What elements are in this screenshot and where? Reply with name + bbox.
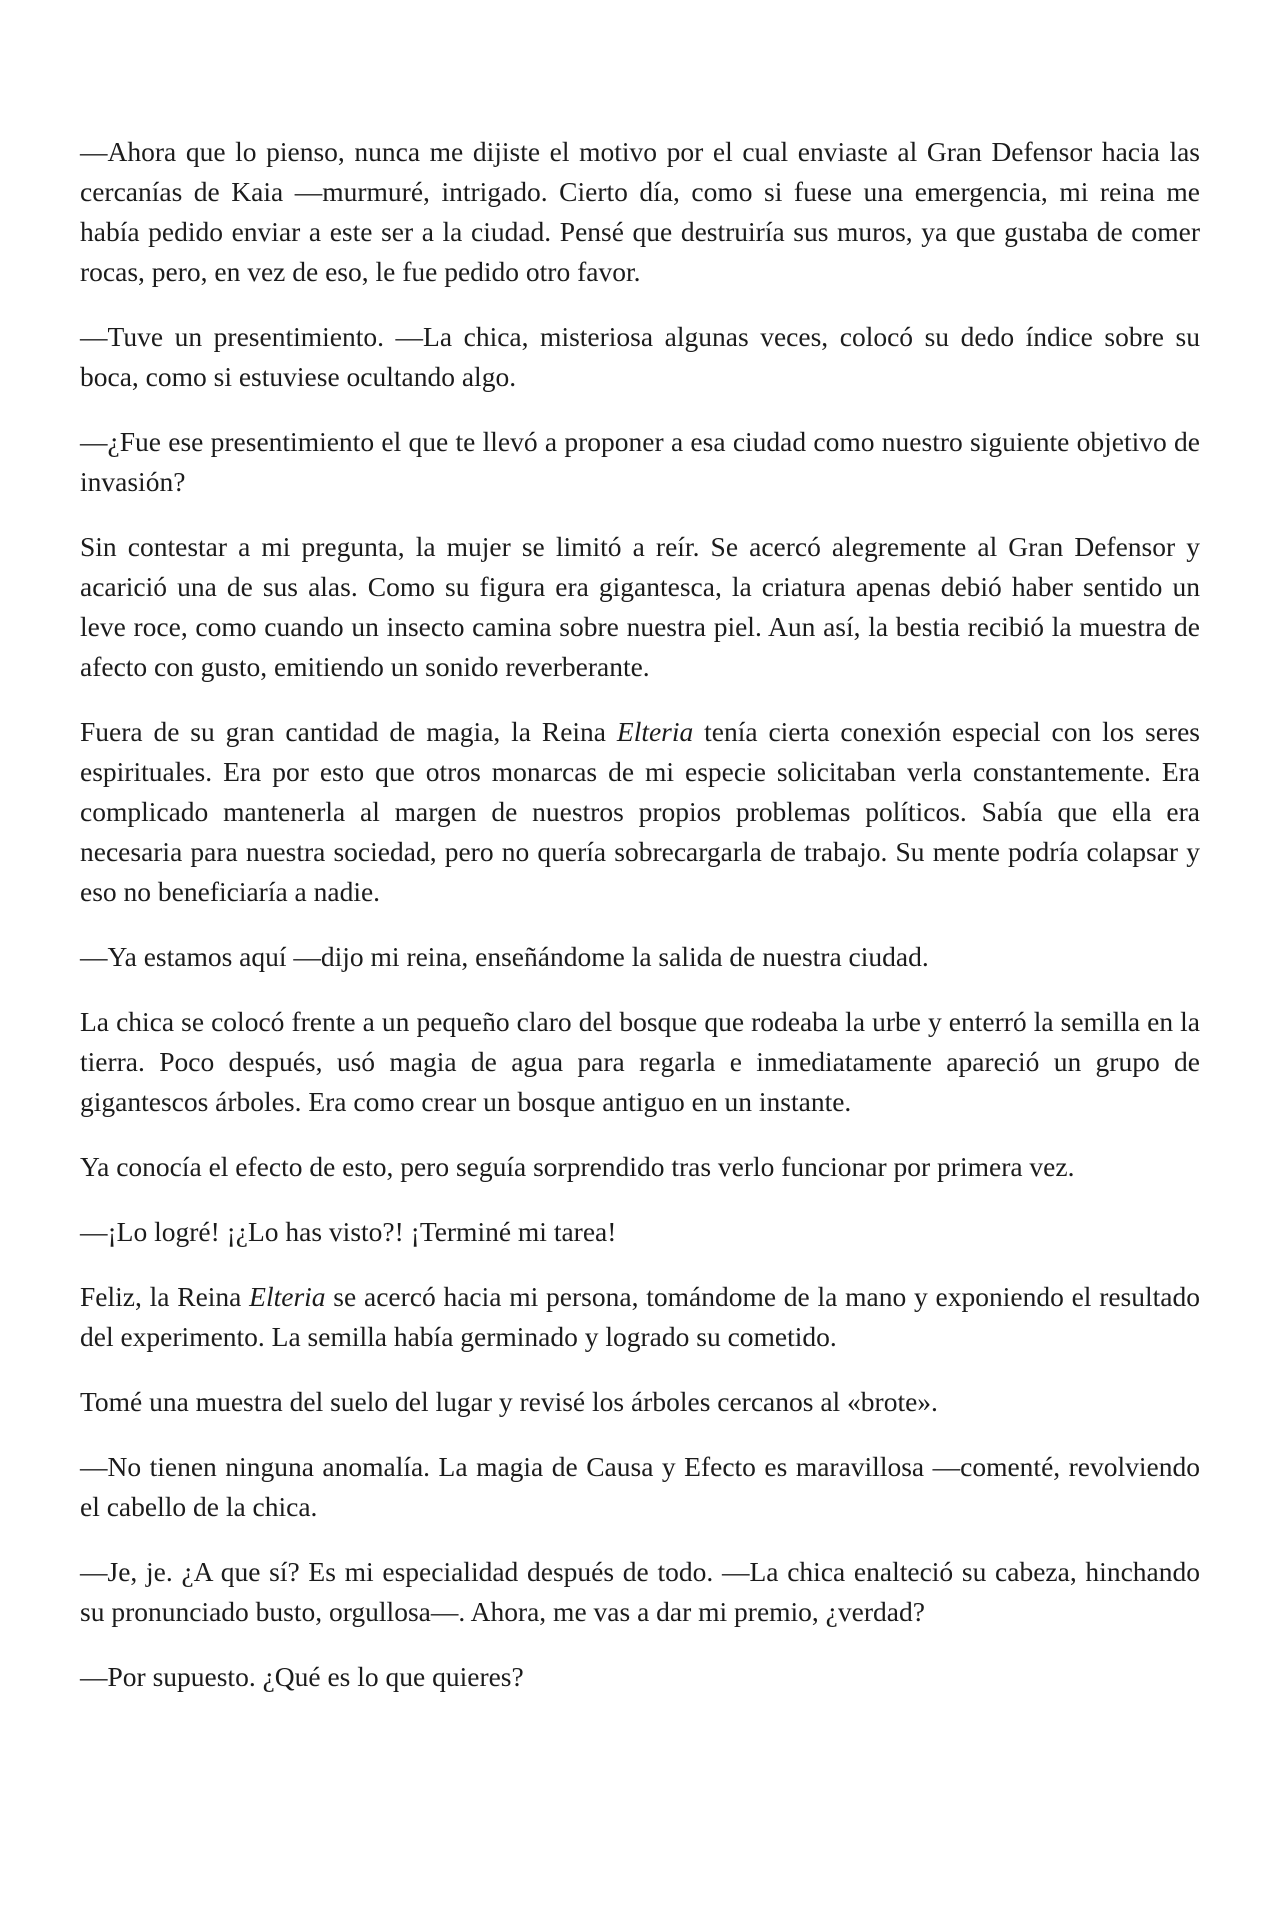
paragraph-12 bbox=[80, 1447, 1200, 1527]
paragraph-text: —Ya estamos aquí —dijo mi reina, enseñándome la salida de nuestra ciudad. bbox=[80, 941, 929, 972]
paragraph-text: tenía cierta conexión especial con los seres espirituales. Era por esto que otros monarcas de mi especie solicitaban verla constantemente. Era complicado mantenerla al margen de nuestros propios problemas políticos. Sabía que ella era necesaria para nuestra sociedad, pero no quería sobrecargarla de trabajo. Su mente podría colapsar y eso no beneficiaría a nadie. bbox=[80, 716, 1200, 907]
paragraph-text: La chica se colocó frente a un pequeño claro del bosque que rodeaba la urbe y enterró la semilla en la tierra. Poco después, usó magia de agua para regarla e inmediatamente apareció un grupo de gigantescos árboles. Era como crear un bosque antiguo en un instante. bbox=[80, 1006, 1200, 1117]
paragraph-11 bbox=[80, 1382, 1200, 1422]
paragraph-5 bbox=[80, 712, 1200, 912]
paragraph-9 bbox=[80, 1212, 1200, 1252]
paragraph-2 bbox=[80, 317, 1200, 397]
paragraph-text: —Tuve un presentimiento. —La chica, misteriosa algunas veces, colocó su dedo índice sobre su boca, como si estuviese ocultando algo. bbox=[80, 321, 1200, 392]
paragraph-text: Tomé una muestra del suelo del lugar y revisé los árboles cercanos al «brote». bbox=[80, 1386, 938, 1417]
paragraph-text: se acercó hacia mi persona, tomándome de la mano y exponiendo el resultado del experimento. La semilla había germinado y logrado su cometido. bbox=[80, 1281, 1200, 1352]
paragraph-text: Fuera de su gran cantidad de magia, la Reina bbox=[80, 716, 617, 747]
paragraph-6 bbox=[80, 937, 1200, 977]
paragraph-3 bbox=[80, 422, 1200, 502]
paragraph-4 bbox=[80, 527, 1200, 687]
paragraph-10 bbox=[80, 1277, 1200, 1357]
paragraph-text: —No tienen ninguna anomalía. La magia de Causa y Efecto es maravillosa —comenté, revolviendo el cabello de la chica. bbox=[80, 1451, 1200, 1522]
paragraph-13 bbox=[80, 1552, 1200, 1632]
character-name-italic: Elteria bbox=[616, 716, 694, 747]
paragraph-text: —Je, je. ¿A que sí? Es mi especialidad después de todo. —La chica enalteció su cabeza, hinchando su pronunciado busto, orgullosa—. Ahora, me vas a dar mi premio, ¿verdad? bbox=[80, 1556, 1200, 1627]
paragraph-text: —Por supuesto. ¿Qué es lo que quieres? bbox=[80, 1661, 524, 1692]
paragraph-1 bbox=[80, 132, 1200, 292]
paragraph-text: —¿Fue ese presentimiento el que te llevó a proponer a esa ciudad como nuestro siguiente objetivo de invasión? bbox=[80, 426, 1200, 497]
document-page bbox=[80, 132, 1200, 1722]
paragraph-text: —¡Lo logré! ¡¿Lo has visto?! ¡Terminé mi tarea! bbox=[80, 1216, 617, 1247]
paragraph-7 bbox=[80, 1002, 1200, 1122]
paragraph-8 bbox=[80, 1147, 1200, 1187]
paragraph-text: Ya conocía el efecto de esto, pero seguía sorprendido tras verlo funcionar por primera vez. bbox=[80, 1151, 1075, 1182]
paragraph-text: —Ahora que lo pienso, nunca me dijiste el motivo por el cual enviaste al Gran Defensor hacia las cercanías de Kaia —murmuré, intrigado. Cierto día, como si fuese una emergencia, mi reina me había pedido enviar a este ser a la ciudad. Pensé que destruiría sus muros, ya que gustaba de comer rocas, pero, en vez de eso, le fue pedido otro favor. bbox=[80, 136, 1200, 287]
paragraph-text: Feliz, la Reina bbox=[80, 1281, 250, 1312]
paragraph-14 bbox=[80, 1657, 1200, 1697]
character-name-italic: Elteria bbox=[249, 1281, 326, 1312]
paragraph-text: Sin contestar a mi pregunta, la mujer se limitó a reír. Se acercó alegremente al Gran Defensor y acarició una de sus alas. Como su figura era gigantesca, la criatura apenas debió haber sentido un leve roce, como cuando un insecto camina sobre nuestra piel. Aun así, la bestia recibió la muestra de afecto con gusto, emitiendo un sonido reverberante. bbox=[80, 531, 1200, 682]
